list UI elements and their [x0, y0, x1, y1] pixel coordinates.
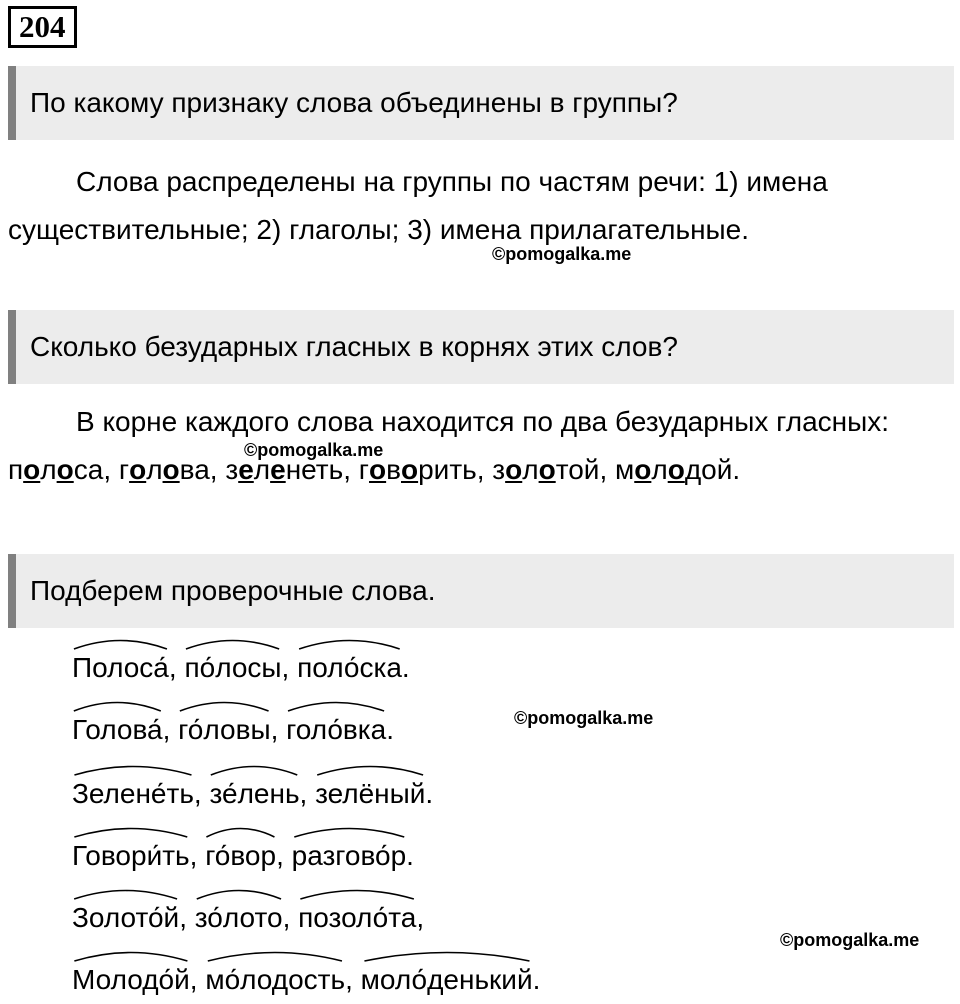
unstressed-vowel: о — [505, 454, 523, 485]
root-arc-icon — [297, 636, 402, 650]
punctuation: , — [162, 714, 179, 745]
word-part: л — [253, 454, 271, 485]
word-part: дой — [684, 454, 733, 485]
example-word-text: Молодо́й — [72, 964, 190, 995]
root-arc-icon — [72, 762, 194, 776]
word-part: м — [615, 454, 635, 485]
word-part: з — [225, 454, 239, 485]
punctuation: , — [282, 902, 299, 933]
root-arc-icon — [72, 886, 179, 900]
word-part: л — [522, 454, 539, 485]
word-part: л — [651, 454, 668, 485]
punctuation: , — [299, 778, 316, 809]
example-word — [184, 650, 281, 686]
word-part: г — [118, 454, 130, 485]
task-number: 204 — [8, 6, 77, 48]
watermark-2: ©pomogalka.me — [244, 440, 384, 460]
example-line — [72, 650, 410, 686]
punctuation: , — [270, 714, 287, 745]
example-word-text: зе́лень — [209, 778, 300, 809]
root-arc-icon — [205, 824, 276, 838]
example-word — [292, 838, 407, 874]
root-arc-icon — [361, 948, 533, 962]
vowel-word — [615, 454, 740, 485]
word-part: , — [476, 454, 493, 485]
example-word-text: зелёный — [315, 778, 426, 809]
word-part: п — [8, 454, 24, 485]
punctuation: , — [179, 902, 195, 933]
unstressed-vowel: о — [369, 454, 387, 485]
example-word-text: Полоса́ — [72, 652, 169, 683]
word-part: , — [103, 454, 119, 485]
example-word — [361, 962, 533, 998]
root-arc-icon — [209, 762, 299, 776]
word-part: неть — [285, 454, 344, 485]
word-part: . — [732, 454, 741, 485]
example-word — [298, 900, 416, 936]
root-arc-icon — [72, 824, 190, 838]
example-word-text: Голова́ — [72, 714, 163, 745]
root-arc-icon — [72, 636, 169, 650]
unstressed-vowel: е — [270, 454, 286, 485]
example-line — [72, 900, 424, 936]
example-word — [195, 900, 283, 936]
example-word — [72, 776, 194, 812]
unstressed-vowel: о — [634, 454, 652, 485]
unstressed-vowel: о — [56, 454, 74, 485]
example-word-text: голо́вка — [286, 714, 387, 745]
punctuation: . — [406, 840, 414, 871]
root-arc-icon — [292, 824, 407, 838]
unstressed-vowel: о — [667, 454, 685, 485]
unstressed-vowel: о — [538, 454, 556, 485]
word-part: л — [40, 454, 57, 485]
vowel-word — [8, 454, 119, 485]
punctuation: , — [168, 652, 185, 683]
punctuation: , — [189, 840, 206, 871]
watermark-4: ©pomogalka.me — [780, 930, 920, 950]
example-line — [72, 962, 540, 998]
unstressed-vowel: о — [23, 454, 41, 485]
word-part: рить — [418, 454, 477, 485]
root-arc-icon — [184, 636, 281, 650]
root-arc-icon — [298, 886, 416, 900]
example-word-text: моло́денький — [360, 964, 533, 995]
example-word-text: Зелене́ть — [72, 778, 194, 809]
punctuation: , — [193, 778, 210, 809]
word-part: , — [599, 454, 615, 485]
word-part: , — [343, 454, 359, 485]
root-arc-icon — [72, 948, 190, 962]
word-part: са — [73, 454, 104, 485]
example-word-text: Золото́й — [72, 902, 180, 933]
answer-2 — [8, 398, 908, 494]
question-3: Подберем проверочные слова. — [8, 554, 954, 628]
example-word — [72, 900, 179, 936]
punctuation: , — [189, 964, 206, 995]
example-word — [297, 650, 402, 686]
watermark-3: ©pomogalka.me — [514, 708, 654, 728]
example-word — [315, 776, 425, 812]
unstressed-vowel: о — [401, 454, 419, 485]
vowel-word — [119, 454, 225, 485]
unstressed-vowel: е — [238, 454, 254, 485]
punctuation: . — [401, 652, 410, 683]
example-word — [72, 962, 190, 998]
example-word-text: разгово́р — [291, 840, 407, 871]
word-part: , — [209, 454, 226, 485]
example-line — [72, 838, 414, 874]
word-part: г — [358, 454, 370, 485]
example-word — [205, 962, 345, 998]
word-part: ва — [179, 454, 210, 485]
example-word-text: мо́лодость — [205, 964, 346, 995]
word-part: з — [492, 454, 506, 485]
example-word-text: по́лосы — [184, 652, 282, 683]
answer-1: Слова распределены на группы по частям речи: 1) имена существительные; 2) глаголы; 3) имена прилагательные. — [8, 166, 828, 245]
example-word-text: позоло́та — [298, 902, 417, 933]
root-arc-icon — [178, 698, 270, 712]
vowel-word — [492, 454, 615, 485]
punctuation: , — [281, 652, 298, 683]
example-word-text: зо́лото — [194, 902, 283, 933]
example-word-text: го́вор — [205, 840, 277, 871]
example-word-text: Говори́ть — [72, 840, 190, 871]
example-line — [72, 712, 394, 748]
example-word — [72, 650, 169, 686]
example-word — [178, 712, 270, 748]
word-part: той — [555, 454, 600, 485]
watermark-1: ©pomogalka.me — [492, 244, 632, 264]
unstressed-vowel: о — [162, 454, 180, 485]
root-arc-icon — [205, 948, 345, 962]
question-1: По какому признаку слова объединены в группы? — [8, 66, 954, 140]
example-word-text: поло́ска — [297, 652, 402, 683]
root-arc-icon — [72, 698, 163, 712]
punctuation: , — [345, 964, 361, 995]
punctuation: , — [276, 840, 292, 871]
punctuation: . — [532, 964, 541, 995]
example-word — [72, 712, 163, 748]
word-part: л — [146, 454, 163, 485]
punctuation: . — [425, 778, 434, 809]
example-word — [205, 838, 276, 874]
question-2: Сколько безударных гласных в корнях этих слов? — [8, 310, 954, 384]
root-arc-icon — [315, 762, 425, 776]
example-word — [209, 776, 299, 812]
example-line — [72, 776, 433, 812]
punctuation: . — [386, 714, 395, 745]
root-arc-icon — [195, 886, 283, 900]
unstressed-vowel: о — [129, 454, 147, 485]
example-word-text: го́ловы — [178, 714, 271, 745]
punctuation: , — [416, 902, 425, 933]
example-word — [286, 712, 386, 748]
answer-2-intro: В корне каждого слова находится по два безударных гласных: — [76, 406, 890, 437]
root-arc-icon — [286, 698, 386, 712]
word-part: в — [386, 454, 401, 485]
example-word — [72, 838, 190, 874]
